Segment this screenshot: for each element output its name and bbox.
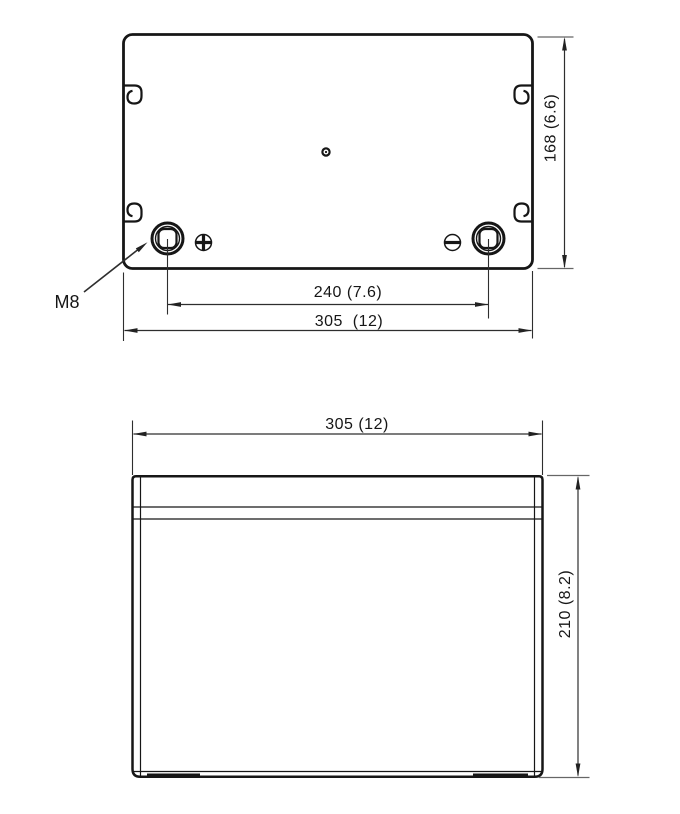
hook-clip-top-left [124,86,142,104]
plus-polarity-icon [196,235,212,251]
foot-pad-right [473,774,528,778]
m8-thread-label: M8 [54,292,80,312]
foot-pad-left [147,774,200,778]
depth-dim-label: 168 (6.6) [542,93,560,163]
dim-terminal-spacing-240 [168,239,489,319]
dim-front-height-210 [539,476,590,778]
vent-hole-icon [322,148,329,155]
top-width-dim-label: 305 (12) [314,313,384,330]
front-view-case-outline [133,476,543,777]
front-height-dim-label: 210 (8.2) [557,569,575,639]
dim-front-width-305 [133,416,543,475]
top-view-case-outline [124,35,533,269]
lid-seam-lines [133,507,543,519]
top-view [54,35,573,342]
dim-top-width-305 [124,271,533,341]
front-view-side-inset-lines [141,477,535,777]
front-width-dim-label: 305 (12) [325,416,389,433]
m8-callout [54,242,147,312]
front-view [133,416,590,778]
dim-depth-168 [538,37,574,269]
hook-clip-bottom-right [515,204,533,222]
hook-clip-top-right [515,86,533,104]
terminal-spacing-dim-label: 240 (7.6) [313,284,383,301]
minus-polarity-icon [445,235,461,251]
hook-clip-bottom-left [124,204,142,222]
